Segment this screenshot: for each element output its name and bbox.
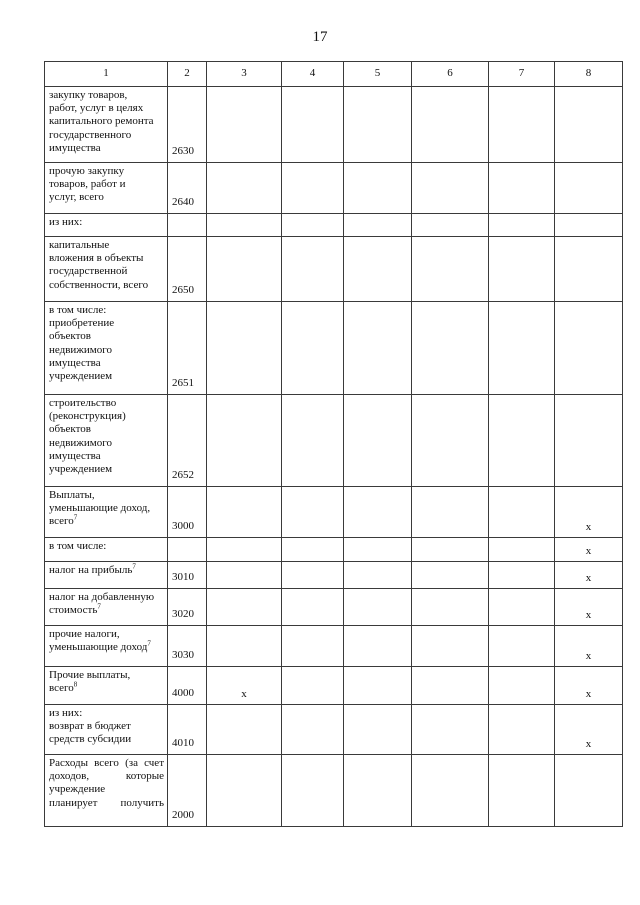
value-cell [412,395,489,487]
value-cell [207,395,282,487]
description-line: средств субсидии [49,733,132,746]
value-cell [282,214,344,237]
value-cell [412,163,489,214]
description-line: недвижимого [49,343,112,356]
value-cell [344,667,412,705]
value-cell [344,487,412,538]
row-code: 3000 [168,487,207,538]
description-line: строительство [49,397,117,409]
page-number: 17 [312,29,328,45]
footnote-marker: 7 [97,602,101,611]
description-line: капитального ремонта [49,115,154,128]
value-cell [207,487,282,538]
value-cell [412,626,489,667]
description-line: учреждением [49,463,113,476]
row-description [45,589,168,626]
row-code: 2652 [168,395,207,487]
column-header: 7 [489,62,555,87]
value-cell [412,214,489,237]
row-code: 4000 [168,667,207,705]
row-code: 3030 [168,626,207,667]
description-line: налог на добавленную [49,591,155,603]
value-cell: х [555,562,623,589]
column-header: 4 [282,62,344,87]
description-line [49,682,164,695]
value-cell [412,87,489,163]
value-cell [489,487,555,538]
table-row [45,214,623,237]
value-cell: х [555,667,623,705]
description-line: учреждение [49,783,106,796]
value-cell [489,87,555,163]
value-cell [282,589,344,626]
value-cell [344,302,412,395]
value-cell [282,538,344,562]
row-description [45,87,168,163]
value-cell [282,667,344,705]
row-description [45,667,168,705]
column-header: 3 [207,62,282,87]
value-cell [489,302,555,395]
table-row [45,302,623,395]
table-row [45,755,623,827]
row-description [45,395,168,487]
value-cell [207,626,282,667]
value-cell [555,214,623,237]
value-cell [555,87,623,163]
value-cell [412,705,489,755]
value-cell [282,705,344,755]
value-cell [489,589,555,626]
value-cell [412,755,489,827]
description-line-text: уменьшающие доход [49,641,148,654]
row-description [45,538,168,562]
value-cell [344,755,412,827]
table-row [45,87,623,163]
column-header: 1 [45,62,168,87]
value-cell [344,538,412,562]
description-line: из них: [49,216,83,228]
value-cell [489,562,555,589]
table-row [45,395,623,487]
value-cell [282,626,344,667]
value-cell: х [555,589,623,626]
description-line: прочие налоги, [49,628,120,640]
row-description [45,755,168,827]
description-line: закупку товаров, [49,89,128,101]
description-line [49,641,164,654]
row-description [45,626,168,667]
row-code: 2651 [168,302,207,395]
footnote-marker: 7 [73,513,78,522]
description-line: услуг, всего [49,191,104,204]
description-line [49,604,164,617]
value-cell [207,755,282,827]
value-cell [555,237,623,302]
row-code: 3020 [168,589,207,626]
description-line: имущества [49,449,101,462]
value-cell [207,589,282,626]
description-line: вложения в объекты [49,252,144,265]
value-cell [489,237,555,302]
budget-table [44,61,623,827]
table-row [45,487,623,538]
row-description [45,562,168,589]
column-header: 2 [168,62,207,87]
description-line: капитальные [49,239,110,251]
value-cell [489,626,555,667]
description-line: прочую закупку [49,165,125,177]
value-cell [282,487,344,538]
table-row [45,626,623,667]
table-row [45,705,623,755]
value-cell [344,395,412,487]
table-row [45,667,623,705]
footnote-marker: 7 [132,562,136,571]
value-cell [207,705,282,755]
row-code [168,214,207,237]
value-cell [412,302,489,395]
value-cell [555,302,623,395]
description-line [49,564,164,577]
value-cell: х [555,626,623,667]
description-line: недвижимого [49,436,112,449]
row-code: 2650 [168,237,207,302]
row-code: 2630 [168,87,207,163]
footnote-marker: 8 [73,680,78,689]
value-cell [489,214,555,237]
table-row [45,163,623,214]
table-row [45,538,623,562]
value-cell [344,626,412,667]
column-header: 8 [555,62,623,87]
description-line: объектов [49,423,91,436]
value-cell [207,214,282,237]
description-line: (реконструкция) [49,410,126,423]
value-cell: х [555,538,623,562]
description-line [49,515,164,528]
value-cell [344,163,412,214]
value-cell [489,667,555,705]
value-cell [412,667,489,705]
value-cell: х [555,487,623,538]
description-line: в том числе: [49,304,107,316]
description-line-text: налог на прибыль [49,564,133,576]
value-cell [207,163,282,214]
description-line: государственного [49,128,132,141]
description-line-text: всего [49,515,74,528]
description-line-text: всего [49,682,74,695]
description-line: Расходы всего (за счет [49,757,164,769]
description-line: товаров, работ и [49,178,126,191]
value-cell [282,755,344,827]
value-cell [207,562,282,589]
description-line: из них: [49,707,83,719]
value-cell [555,163,623,214]
description-line: уменьшающие доход, [49,502,151,515]
row-description [45,214,168,237]
row-description [45,487,168,538]
value-cell [489,538,555,562]
row-description [45,705,168,755]
value-cell [412,538,489,562]
description-line: собственности, всего [49,278,149,291]
value-cell [489,705,555,755]
value-cell [282,562,344,589]
description-line: учреждением [49,370,113,383]
value-cell [207,538,282,562]
description-line: объектов [49,330,91,343]
description-line: Выплаты, [49,489,95,501]
row-code [168,538,207,562]
row-code: 3010 [168,562,207,589]
table-row [45,237,623,302]
value-cell [412,589,489,626]
row-code: 4010 [168,705,207,755]
value-cell [344,562,412,589]
description-line: возврат в бюджет [49,720,131,733]
value-cell [282,395,344,487]
value-cell [344,214,412,237]
column-header: 6 [412,62,489,87]
value-cell [344,87,412,163]
column-header: 5 [344,62,412,87]
row-description [45,163,168,214]
footnote-marker: 7 [147,639,151,648]
row-description [45,302,168,395]
row-code: 2000 [168,755,207,827]
description-line: Прочие выплаты, [49,669,131,681]
value-cell [207,302,282,395]
value-cell [282,163,344,214]
description-line-text: стоимость [49,604,98,617]
description-line: государственной [49,265,128,278]
table-row [45,562,623,589]
value-cell [344,589,412,626]
description-line: работ, услуг в целях [49,102,144,115]
row-description [45,237,168,302]
column-header-row [45,62,623,87]
value-cell [207,237,282,302]
row-code: 2640 [168,163,207,214]
value-cell: х [555,705,623,755]
value-cell [412,562,489,589]
value-cell [282,87,344,163]
value-cell [555,395,623,487]
value-cell [489,163,555,214]
value-cell [344,237,412,302]
value-cell [412,237,489,302]
value-cell [282,237,344,302]
value-cell [489,755,555,827]
value-cell [412,487,489,538]
value-cell [282,302,344,395]
description-line: имущества [49,356,101,369]
description-line: имущества [49,141,101,154]
description-line: в том числе: [49,540,107,552]
value-cell [344,705,412,755]
value-cell [207,87,282,163]
table-row [45,589,623,626]
value-cell [489,395,555,487]
description-line: планирует получить [49,796,164,809]
description-line: приобретение [49,317,115,330]
value-cell: х [207,667,282,705]
value-cell [555,755,623,827]
description-line: доходов, которые [49,770,164,783]
